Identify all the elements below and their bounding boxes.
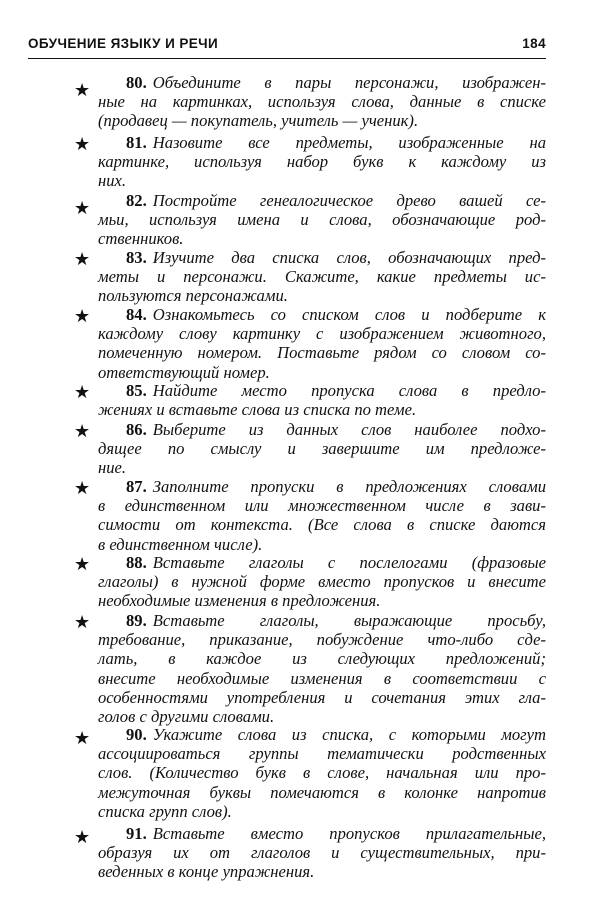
exercise-line [98,801,546,823]
exercise-text: глаголы) в нужной форме вместо пропусков и внесите [98,572,546,592]
star-icon: ★ [74,382,91,403]
exercise-text: Ознакомьтесь со списком слов и подберите к [152,305,546,324]
exercise-number: 80. [126,73,147,92]
exercise-text: слов. (Количество букв в слове, начальная или про- [98,763,546,783]
exercise-number: 87. [126,477,147,496]
exercise-number: 85. [126,381,147,400]
exercise-text: жениях и вставьте слова из списка по теме. [98,400,417,420]
star-icon: ★ [74,728,91,749]
exercise-text: Назовите все предметы, изображенные на [152,133,546,152]
exercise-number: 83. [126,248,147,267]
star-icon: ★ [74,478,91,499]
exercise-text: (продавец — покупатель, учитель — ученик). [98,111,419,131]
exercise-text: дящее по смыслу и завершите им предложе- [98,439,546,459]
exercise-number: 82. [126,191,147,210]
star-icon: ★ [74,80,91,101]
exercise-text: симости от контекста. (Все слова в списке даются [98,515,546,535]
exercise-text: каждому слову картинку с изображением животного, [98,324,546,344]
star-icon: ★ [74,612,91,633]
exercise-text: картинке, используя набор букв к каждому из [98,152,546,172]
exercise-text: пользуются персонажами. [98,286,288,306]
exercise-text: Выберите из данных слов наиболее подхо- [152,420,546,439]
exercise-text: межуточная буквы помечаются в колонке напротив [98,782,546,802]
exercise-text: помеченную номером. Поставьте рядом со словом со- [98,343,546,363]
exercise-number: 86. [126,420,147,439]
exercise-text: Объедините в пары персонажи, изображен- [152,73,546,92]
section-title: ОБУЧЕНИЕ ЯЗЫКУ И РЕЧИ [28,36,219,51]
exercise-text: Вставьте глаголы, выражающие просьбу, [152,611,546,630]
exercise-text: Заполните пропуски в предложениях словами [152,477,546,496]
page-number: 184 [522,36,546,51]
exercise-text: ные на картинках, используя слова, данные в списке [98,92,546,112]
exercise-text: особенностями употребления и сочетания этих гла- [98,687,546,707]
exercise-line [98,110,546,132]
exercise-number: 88. [126,553,147,572]
exercise-number: 89. [126,611,147,630]
exercise-number: 84. [126,305,147,324]
exercise-text: необходимые изменения в предложения. [98,591,381,611]
star-icon: ★ [74,421,91,442]
exercise-text: веденных в конце упражнения. [98,862,315,882]
exercise-text: мьи, используя имена и слова, обозначающие род- [98,210,546,230]
exercise-number: 90. [126,725,147,744]
exercise-text: Постройте генеалогическое древо вашей се- [152,191,546,210]
exercise-text: списка групп слов). [98,801,232,821]
exercise-text: Изучите два списка слов, обозначающих пред- [152,248,546,267]
exercise-text: в единственном числе). [98,534,263,554]
exercise-text: внесите необходимые изменения в соответствии с [98,668,546,688]
exercise-text: Укажите слова из списка, с которыми могут [152,725,546,744]
exercise-text: ственников. [98,229,184,249]
exercise-text: Вставьте вместо пропусков прилагательные, [152,824,546,843]
exercise-text: в единственном или множественном числе в зави- [98,496,546,516]
star-icon: ★ [74,827,91,848]
exercise-text: Найдите место пропуска слова в предло- [152,381,546,400]
star-icon: ★ [74,134,91,155]
exercise-text: меты и персонажи. Скажите, какие предметы ис- [98,267,546,287]
exercise-text: образуя их от глаголов и существительных, при- [98,843,546,863]
exercise-text: требование, приказание, побуждение что-либо сде- [98,630,546,650]
exercise-text: ответствующий номер. [98,362,270,382]
exercise-line [98,861,546,883]
star-icon: ★ [74,554,91,575]
exercise-text: голов с другими словами. [98,707,275,726]
exercise-text: ассоциироваться группы тематически родственных [98,744,546,764]
exercise-text: ние. [98,458,127,478]
exercise-text: них. [98,171,127,191]
star-icon: ★ [74,198,91,219]
exercise-number: 81. [126,133,147,152]
exercise-text: Вставьте глаголы с послелогами (фразовые [152,553,546,572]
star-icon: ★ [74,249,91,270]
exercise-text: лать, в каждое из следующих предложений; [98,649,546,669]
exercise-line [98,399,546,421]
exercise-number: 91. [126,824,147,843]
star-icon: ★ [74,306,91,327]
